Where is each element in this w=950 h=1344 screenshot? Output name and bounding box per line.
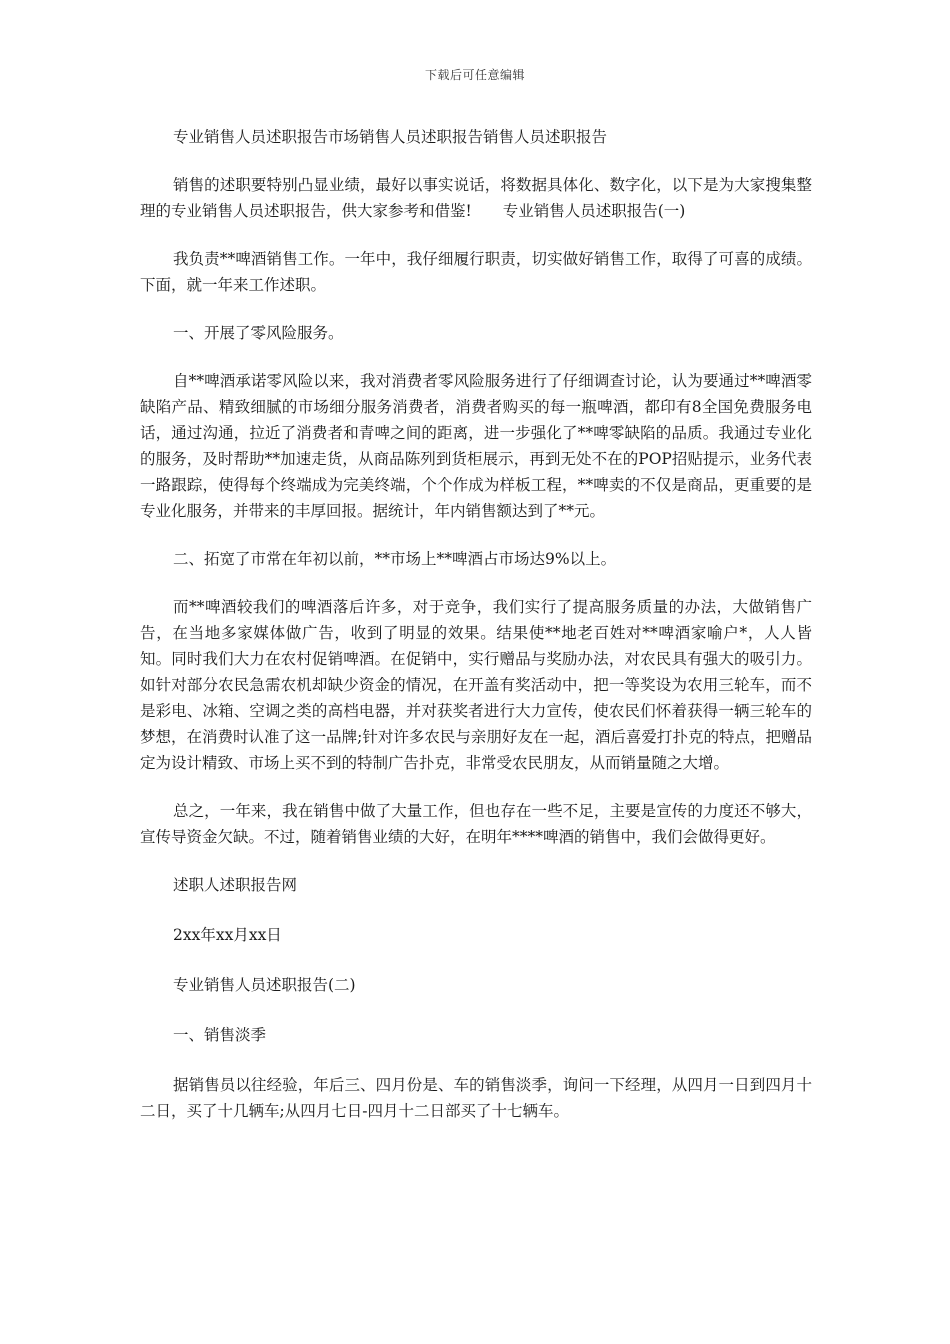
body-paragraph: 自**啤酒承诺零风险以来，我对消费者零风险服务进行了仔细调查讨论，认为要通过**啤酒零缺陷产品、精致细腻的市场细分服务消费者，消费者购买的每一瓶啤酒，都印有8全国免费服务电话，通过沟通，拉近了消费者和青啤之间的距离，进一步强化了**啤零缺陷的品质。我通过专业化的服务，及时帮助**加速走货，从商品陈列到货柜展示，再到无处不在的POP招贴提示，业务代表一路跟踪，使得每个终端成为完美终端，个个作成为样板工程，**啤卖的不仅是商品，更重要的是专业化服务，并带来的丰厚回报。据统计，年内销售额达到了**元。	[140, 372, 812, 520]
report-subtitle: 专业销售人员述职报告(二)	[173, 976, 356, 994]
body-paragraph: 我负责**啤酒销售工作。一年中，我仔细履行职责，切实做好销售工作，取得了可喜的成绩。下面，就一年来工作述职。	[140, 250, 812, 294]
section-heading: 一、销售淡季	[173, 1026, 267, 1044]
body-paragraph: 总之，一年来，我在销售中做了大量工作，但也存在一些不足，主要是宣传的力度还不够大，宣传导资金欠缺。不过，随着销售业绩的大好，在明年****啤酒的销售中，我们会做得更好。	[140, 802, 812, 846]
body-paragraph: 而**啤酒较我们的啤酒落后许多，对于竞争，我们实行了提高服务质量的办法，大做销售广告，在当地多家媒体做广告，收到了明显的效果。结果使**地老百姓对**啤酒家喻户*，人人皆知。同时我们大力在农村促销啤酒。在促销中，实行赠品与奖励办法，对农民具有强大的吸引力。如针对部分农民急需农机却缺少资金的情况，在开盖有奖活动中，把一等奖设为农用三轮车，而不是彩电、冰箱、空调之类的高档电器，并对获奖者进行大力宣传，使农民们怀着获得一辆三轮车的梦想，在消费时认准了这一品牌;针对许多农民与亲朋好友在一起，酒后喜爱打扑克的特点，把赠品定为设计精致、市场上买不到的特制广告扑克，非常受农民朋友，从而销量随之大增。	[140, 598, 812, 772]
body-paragraph: 据销售员以往经验，年后三、四月份是、车的销售淡季，询问一下经理，从四月一日到四月十二日，买了十几辆车;从四月七日-四月十二日部买了十七辆车。	[140, 1076, 812, 1120]
document-body	[140, 124, 812, 1146]
document-title: 专业销售人员述职报告市场销售人员述职报告销售人员述职报告	[173, 128, 608, 146]
intro-paragraph: 销售的述职要特别凸显业绩，最好以事实说话，将数据具体化、数字化，以下是为大家搜集整理的专业销售人员述职报告，供大家参考和借鉴! 专业销售人员述职报告(一)	[140, 176, 812, 220]
date-line: 2xx年xx月xx日	[173, 926, 282, 944]
page-header-note: 下载后可任意编辑	[424, 68, 525, 82]
signature-line: 述职人述职报告网	[173, 876, 298, 894]
section-heading: 二、拓宽了市常在年初以前，**市场上**啤酒占市场达9%以上。	[173, 550, 617, 568]
section-heading: 一、开展了零风险服务。	[173, 324, 344, 342]
